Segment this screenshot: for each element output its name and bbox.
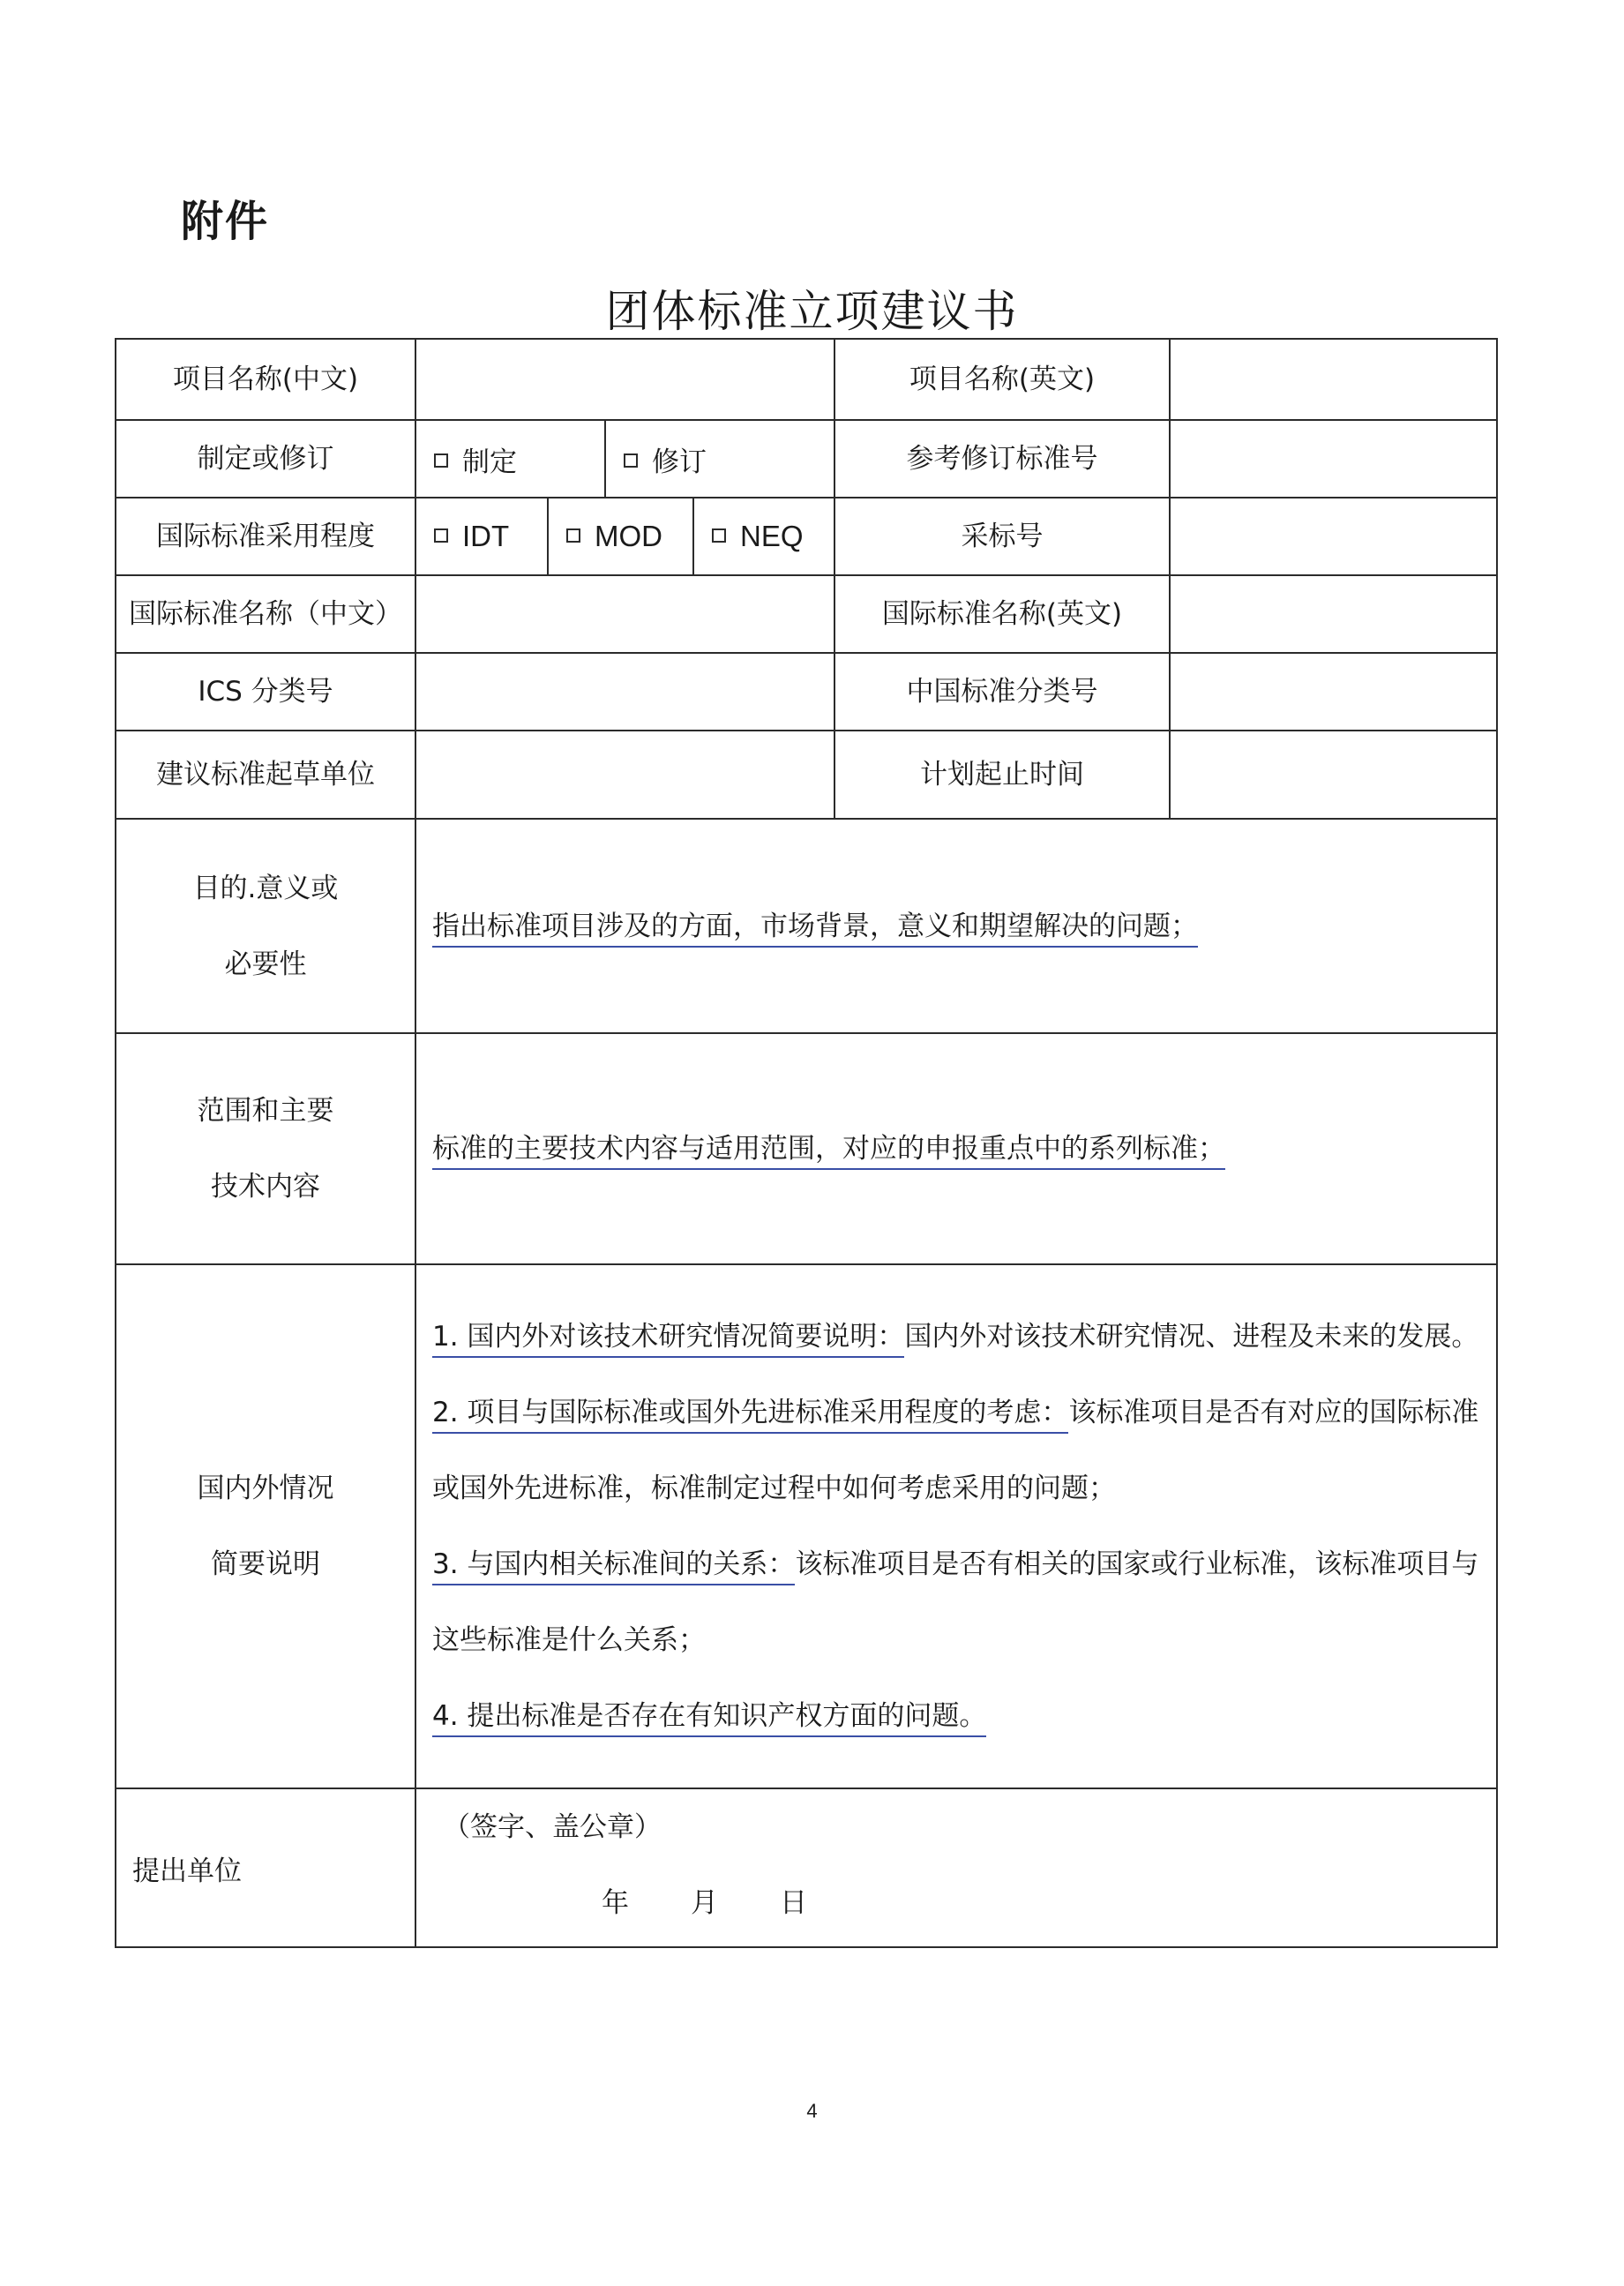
situation-label-line2: 简要说明 <box>211 1548 320 1580</box>
table-row <box>116 575 1497 653</box>
table-row <box>116 498 1497 575</box>
situation-item-1-head: 1. 国内外对该技术研究情况简要说明： <box>432 1321 904 1358</box>
purpose-field[interactable] <box>415 819 1497 1033</box>
ref-std-no-field[interactable] <box>1170 420 1497 498</box>
situation-item-3-body: 该标准项目是否有相关的国家或行业标准，该标准项目与这些标准是什么关系； <box>432 1548 1479 1656</box>
idt-option-label: IDT <box>462 520 510 552</box>
intl-name-cn-label: 国际标准名称（中文） <box>116 575 415 653</box>
make-checkbox[interactable] <box>415 420 605 498</box>
revise-option-label: 修订 <box>652 446 707 478</box>
sign-date-line <box>443 1865 1496 1941</box>
table-row <box>116 339 1497 420</box>
plan-time-label: 计划起止时间 <box>834 731 1170 819</box>
mod-checkbox[interactable] <box>548 498 693 575</box>
situation-item-2-body: 该标准项目是否有对应的国际标准或国外先进标准，标准制定过程中如何考虑采用的问题； <box>432 1397 1479 1504</box>
revise-checkbox[interactable] <box>605 420 834 498</box>
checkbox-icon <box>624 453 638 468</box>
situation-item-1-body: 国内外对该技术研究情况、进程及未来的发展。 <box>904 1321 1479 1353</box>
scope-label-line2: 技术内容 <box>211 1171 320 1203</box>
situation-item-2-head: 2. 项目与国际标准或国外先进标准采用程度的考虑： <box>432 1397 1068 1434</box>
mod-option-label: MOD <box>595 520 662 552</box>
proposer-sign-field[interactable] <box>415 1788 1497 1947</box>
ics-field[interactable] <box>415 653 834 731</box>
checkbox-icon <box>434 528 448 543</box>
page-number: 4 <box>806 2100 818 2122</box>
table-row <box>116 731 1497 819</box>
proposal-form-table <box>115 338 1498 1948</box>
situation-label <box>116 1264 415 1788</box>
adopt-no-field[interactable] <box>1170 498 1497 575</box>
intl-name-en-field[interactable] <box>1170 575 1497 653</box>
intl-adopt-label: 国际标准采用程度 <box>116 498 415 575</box>
ccs-label: 中国标准分类号 <box>834 653 1170 731</box>
date-month-label: 月 <box>691 1887 718 1919</box>
intl-name-en-label: 国际标准名称(英文) <box>834 575 1170 653</box>
name-en-field[interactable] <box>1170 339 1497 420</box>
drafter-label: 建议标准起草单位 <box>116 731 415 819</box>
adopt-no-label: 采标号 <box>834 498 1170 575</box>
table-row <box>116 1264 1497 1788</box>
situation-field[interactable] <box>415 1264 1497 1788</box>
neq-checkbox[interactable] <box>693 498 834 575</box>
date-day-label: 日 <box>780 1887 807 1919</box>
make-or-revise-label: 制定或修订 <box>116 420 415 498</box>
purpose-label-line2: 必要性 <box>224 948 307 980</box>
date-year-label: 年 <box>602 1887 629 1919</box>
table-row <box>116 1033 1497 1264</box>
purpose-hint-text: 指出标准项目涉及的方面，市场背景，意义和期望解决的问题； <box>432 911 1198 948</box>
table-row <box>116 653 1497 731</box>
checkbox-icon <box>566 528 580 543</box>
table-row <box>116 420 1497 498</box>
ccs-field[interactable] <box>1170 653 1497 731</box>
situation-item-3-head: 3. 与国内相关标准间的关系： <box>432 1548 795 1585</box>
neq-option-label: NEQ <box>740 520 804 552</box>
plan-time-field[interactable] <box>1170 731 1497 819</box>
situation-label-line1: 国内外情况 <box>197 1473 334 1504</box>
ics-label: ICS 分类号 <box>116 653 415 731</box>
table-row <box>116 1788 1497 1947</box>
situation-item-3 <box>432 1526 1484 1678</box>
situation-item-4-head: 4. 提出标准是否存在有知识产权方面的问题。 <box>432 1700 986 1737</box>
scope-label <box>116 1033 415 1264</box>
page-title: 团体标准立项建议书 <box>605 286 1019 337</box>
situation-item-1 <box>432 1299 1484 1375</box>
sign-instruction: （签字、盖公章） <box>443 1811 662 1843</box>
checkbox-icon <box>434 453 448 468</box>
intl-name-cn-field[interactable] <box>415 575 834 653</box>
make-option-label: 制定 <box>462 446 517 478</box>
scope-field[interactable] <box>415 1033 1497 1264</box>
idt-checkbox[interactable] <box>415 498 548 575</box>
checkbox-icon <box>712 528 726 543</box>
proposer-label: 提出单位 <box>116 1788 415 1947</box>
situation-item-4 <box>432 1678 1484 1754</box>
scope-hint-text: 标准的主要技术内容与适用范围，对应的申报重点中的系列标准； <box>432 1133 1225 1170</box>
drafter-field[interactable] <box>415 731 834 819</box>
table-row <box>116 819 1497 1033</box>
name-cn-field[interactable] <box>415 339 834 420</box>
situation-item-2 <box>432 1375 1484 1526</box>
scope-label-line1: 范围和主要 <box>197 1095 334 1127</box>
attachment-label: 附件 <box>181 197 270 246</box>
purpose-label <box>116 819 415 1033</box>
name-en-label: 项目名称(英文) <box>834 339 1170 420</box>
purpose-label-line1: 目的.意义或 <box>192 872 339 904</box>
ref-std-no-label: 参考修订标准号 <box>834 420 1170 498</box>
name-cn-label: 项目名称(中文) <box>116 339 415 420</box>
